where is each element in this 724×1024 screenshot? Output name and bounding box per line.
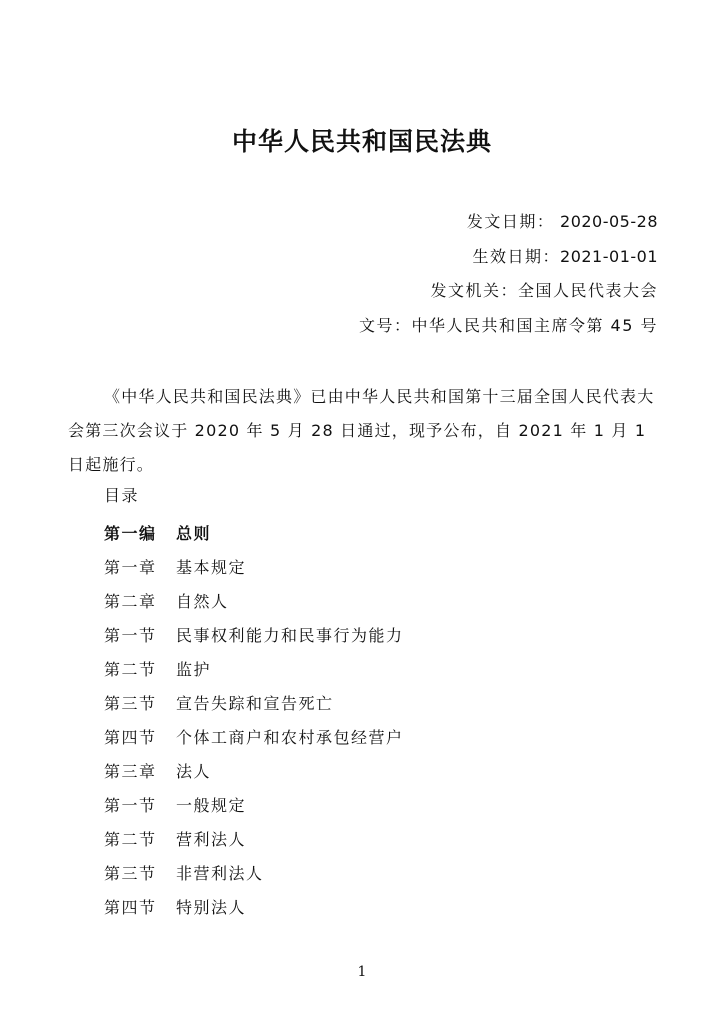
toc-item-number: 第一章 (104, 558, 157, 577)
toc-item (104, 517, 404, 551)
toc-item-number: 第四节 (104, 898, 157, 917)
toc-item-title: 监护 (176, 660, 212, 679)
effective-date-label: 生效日期： (472, 246, 561, 266)
toc-item-title: 宣告失踪和宣告死亡 (176, 694, 334, 713)
toc-heading: 目录 (104, 486, 140, 505)
toc-item (104, 823, 404, 857)
issuing-authority-line (359, 274, 658, 309)
toc-item-number: 第四节 (104, 728, 157, 747)
issue-date-label: 发文日期： (466, 212, 555, 231)
document-number-value: 中华人民共和国主席令第 45 号 (411, 315, 658, 335)
toc-item (104, 619, 404, 653)
toc-item-title: 总则 (176, 524, 212, 543)
document-title: 中华人民共和国民法典 (231, 127, 492, 156)
issuing-authority-value: 全国人民代表大会 (517, 281, 658, 300)
toc-item-number: 第一节 (104, 626, 157, 645)
toc-item-number: 第三节 (104, 864, 157, 883)
toc-item-title: 基本规定 (176, 558, 247, 577)
toc-item-title: 个体工商户和农村承包经营户 (176, 728, 404, 747)
toc-item-number: 第三节 (104, 694, 157, 713)
toc-item-number: 第一节 (104, 796, 157, 815)
toc-item (104, 857, 404, 891)
toc-item-title: 特别法人 (176, 898, 247, 917)
toc-item-title: 自然人 (176, 592, 229, 611)
issuing-authority-label: 发文机关： (430, 281, 518, 300)
table-of-contents (104, 483, 404, 925)
intro-paragraph (68, 380, 658, 482)
effective-date-line (359, 240, 658, 275)
toc-item (104, 789, 404, 823)
toc-item (104, 551, 404, 585)
page-number: 1 (357, 964, 367, 980)
intro-text: 《中华人民共和国民法典》已由中华人民共和国第十三届全国人民代表大会第三次会议于 2020 年 5 月 28 日通过，现予公布，自 2021 年 1 月 1 日起施行。 (68, 387, 655, 474)
toc-item (104, 585, 404, 619)
issue-date-value: 2020-05-28 (554, 212, 658, 231)
toc-item-number: 第二节 (104, 660, 157, 679)
toc-item (104, 755, 404, 789)
toc-item-title: 一般规定 (176, 796, 247, 815)
document-number-label: 文号： (358, 315, 412, 335)
issue-date-line (359, 205, 658, 240)
toc-item (104, 653, 404, 687)
document-number-line (359, 309, 658, 344)
toc-item (104, 891, 404, 925)
toc-item-number: 第二节 (104, 830, 157, 849)
toc-item-number: 第二章 (104, 592, 157, 611)
toc-item-title: 法人 (176, 762, 212, 781)
toc-item (104, 721, 404, 755)
toc-item-number: 第三章 (104, 762, 157, 781)
effective-date-value: 2021-01-01 (560, 246, 658, 266)
toc-item-title: 民事权利能力和民事行为能力 (176, 626, 404, 645)
toc-item-title: 营利法人 (176, 830, 247, 849)
toc-item (104, 687, 404, 721)
toc-item-number: 第一编 (104, 524, 157, 543)
document-metadata (359, 205, 658, 343)
toc-item-title: 非营利法人 (176, 864, 264, 883)
